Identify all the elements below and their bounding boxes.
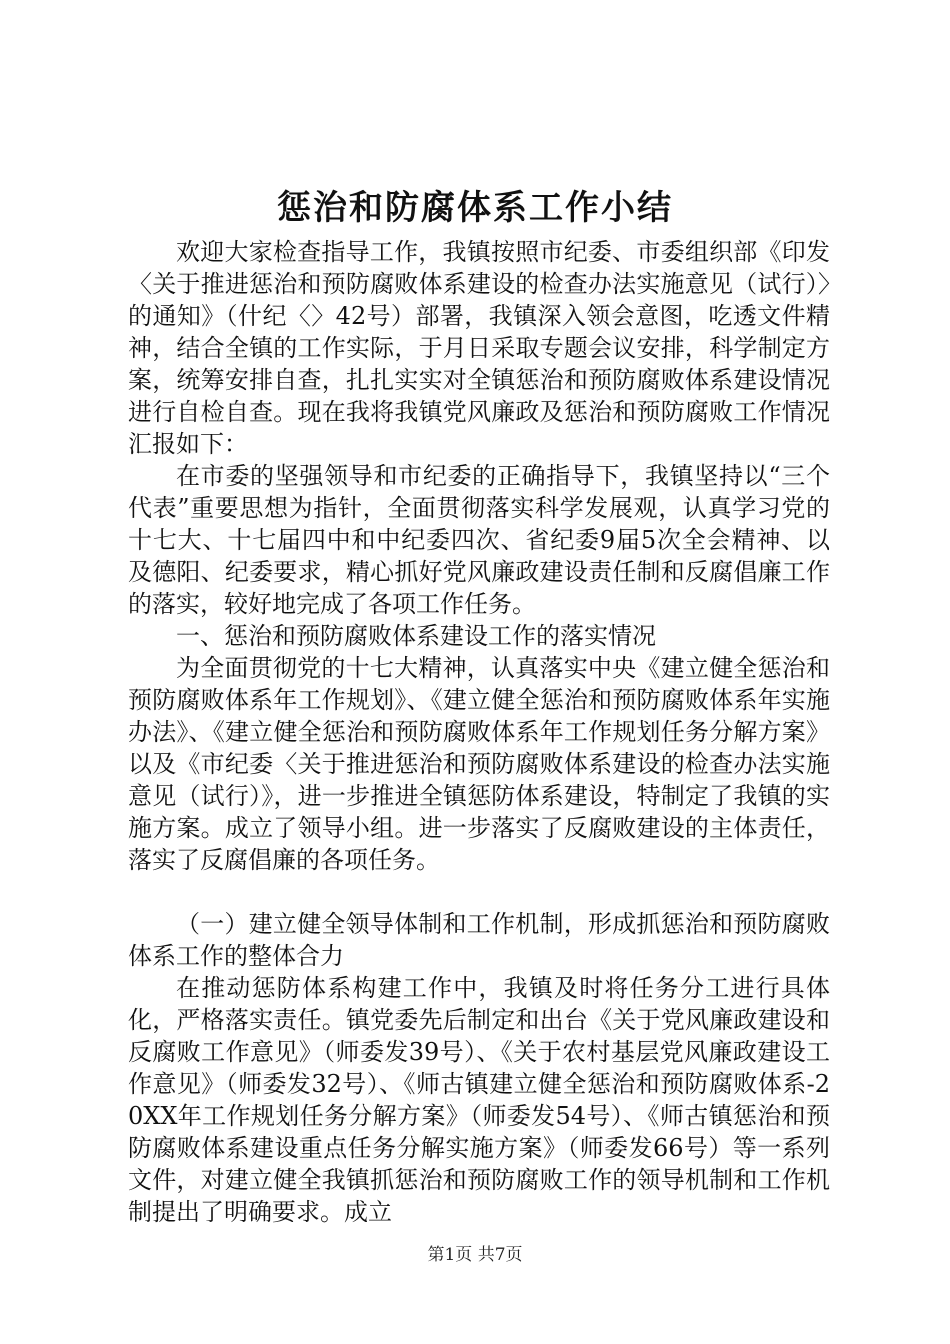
document-body (128, 236, 830, 1228)
paragraph-implementation: 为全面贯彻党的十七大精神，认真落实中央《建立健全惩治和预防腐败体系年工作规划》、《建立健全惩治和预防腐败体系年实施办法》、《建立健全惩治和预防腐败体系年工作规划任务分解方案》以及《市纪委〈关于推进惩治和预防腐败体系建设的检查办法实施意见（试行）》，进一步推进全镇惩防体系建设，特制定了我镇的实施方案。成立了领导小组。进一步落实了反腐败建设的主体责任，落实了反腐倡廉的各项任务。 (128, 654, 830, 874)
document-title: 惩治和防腐体系工作小结 (277, 188, 673, 228)
section-heading-1: 一、惩治和预防腐败体系建设工作的落实情况 (176, 622, 656, 650)
paragraph-leadership: 在市委的坚强领导和市纪委的正确指导下，我镇坚持以“三个代表”重要思想为指针，全面贯彻落实科学发展观，认真学习党的十七大、十七届四中和中纪委四次、省纪委9届5次全会精神、以及德阳、纪委要求，精心抓好党风廉政建设责任制和反腐倡廉工作的落实，较好地完成了各项工作任务。 (128, 462, 830, 618)
subsection-heading-1: （一）建立健全领导体制和工作机制，形成抓惩治和预防腐败体系工作的整体合力 (128, 910, 830, 970)
paragraph-intro: 欢迎大家检查指导工作，我镇按照市纪委、市委组织部《印发〈关于推进惩治和预防腐败体系建设的检查办法实施意见（试行）〉的通知》（什纪〈〉42号）部署，我镇深入领会意图，吃透文件精神，结合全镇的工作实际，于月日采取专题会议安排，科学制定方案，统筹安排自查，扎扎实实对全镇惩治和预防腐败体系建设情况进行自检自查。现在我将我镇党风廉政及惩治和预防腐败工作情况汇报如下： (128, 238, 830, 458)
paragraph-mechanism: 在推动惩防体系构建工作中，我镇及时将任务分工进行具体化，严格落实责任。镇党委先后制定和出台《关于党风廉政建设和反腐败工作意见》（师委发39号）、《关于农村基层党风廉政建设工作意见》（师委发32号）、《师古镇建立健全惩治和预防腐败体系-20XX年工作规划任务分解方案》（师委发54号）、《师古镇惩治和预防腐败体系建设重点任务分解实施方案》（师委发66号）等一系列文件，对建立健全我镇抓惩治和预防腐败工作的领导机制和工作机制提出了明确要求。成立 (128, 974, 830, 1226)
page-footer: 第1页 共7页 (427, 1245, 523, 1265)
